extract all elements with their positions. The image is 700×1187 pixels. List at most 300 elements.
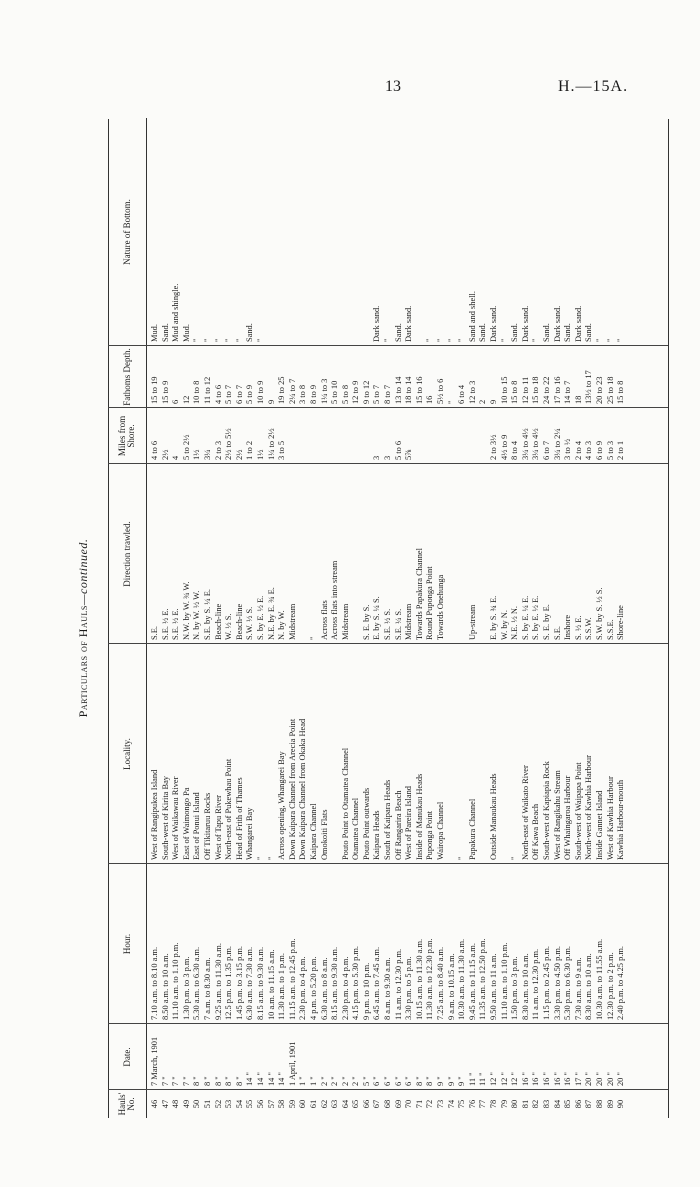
table-row (288, 118, 299, 1118)
locality-cell: Off Kawa Beach (531, 803, 541, 860)
miles-cell: 4 to 6 (150, 440, 159, 460)
miles-cell: 2 to 3½ (489, 434, 498, 460)
bottom-cell: Dark sand. (520, 305, 530, 342)
hour-cell: 11.35 a.m. to 12.50 p.m. (478, 938, 488, 1020)
haul-number: 52 (213, 1099, 223, 1109)
haul-number: 61 (308, 1099, 318, 1109)
locality-cell: " (266, 856, 276, 860)
haul-number: 86 (573, 1099, 583, 1109)
locality-cell: East of Ponui Island (192, 792, 202, 860)
miles-cell: 6 to 9 (594, 440, 604, 460)
bottom-cell: Dark sand. (404, 305, 414, 342)
depth-cell: 3 to 8 (298, 384, 308, 404)
date-cell: 8 " (224, 1076, 234, 1086)
direction-cell: Across flats into stream (330, 560, 340, 640)
miles-cell: 5 to 6 (393, 440, 403, 460)
bottom-cell: Sand. (510, 323, 520, 342)
miles-cell: 5⅞ (404, 449, 414, 460)
direction-cell: S. ½ E. (573, 615, 583, 640)
table-row (330, 118, 341, 1118)
haul-number: 49 (181, 1099, 191, 1109)
locality-cell: East of Waimongo Pa (181, 787, 191, 860)
locality-cell: Kaipara Channel (308, 803, 318, 860)
miles-cell: 2½ (234, 449, 244, 460)
direction-cell: S. by E. ¼ E. (520, 595, 530, 640)
haul-number: 69 (393, 1099, 403, 1109)
bottom-cell: Sand. (563, 323, 573, 342)
direction-cell: S. by E. ½ E. (531, 595, 541, 640)
table-row (404, 118, 415, 1118)
hour-cell: 11.10 a.m. to 1.10 p.m. (499, 942, 509, 1020)
locality-cell: Pouto Point outwards (361, 787, 371, 860)
hour-cell: 10 a.m. to 11.15 a.m. (266, 949, 276, 1020)
date-cell: 9 " (446, 1076, 456, 1086)
date-cell: 12 " (510, 1072, 520, 1086)
haul-number: 58 (277, 1099, 287, 1109)
depth-cell: 15 to 8 (510, 380, 520, 404)
table-body (150, 118, 627, 1118)
hour-cell: 8.15 a.m. to 9.30 a.m. (330, 946, 340, 1020)
table-row (574, 118, 585, 1118)
locality-cell: Wairopa Channel (436, 801, 446, 860)
table-row (521, 118, 532, 1118)
bottom-cell: Dark sand. (573, 305, 583, 342)
hour-cell: 8 a.m. to 9.30 a.m. (383, 957, 393, 1020)
miles-cell: 1¼ to 2½ (266, 428, 276, 460)
bottom-cell: " (383, 338, 393, 342)
table-row (394, 118, 405, 1118)
table-row (584, 118, 595, 1118)
hour-cell: 11.15 a.m. to 12.45 p.m. (287, 938, 297, 1020)
locality-cell: Off Tikitaruu Rocks (202, 792, 212, 860)
bottom-cell: Dark sand. (489, 305, 498, 342)
hour-cell: 8.30 a.m. to 10 a.m. (520, 953, 530, 1020)
bottom-cell: " (594, 338, 604, 342)
table-row (171, 118, 182, 1118)
depth-cell: 5 to 7 (224, 384, 234, 404)
hour-cell: 11 a.m. to 12.30 p.m. (531, 948, 541, 1020)
date-cell: 1 " (308, 1076, 318, 1086)
date-cell: 20 " (584, 1072, 594, 1086)
table-title-main: Particulars of Hauls (76, 605, 90, 718)
table-row (531, 118, 542, 1118)
direction-cell: Midstream (287, 603, 297, 640)
locality-cell: Otamatea Channel (351, 797, 361, 860)
bottom-cell: Sand. (541, 323, 551, 342)
bottom-cell: " (234, 338, 244, 342)
depth-cell: 9 (489, 399, 498, 404)
hour-cell: 9.50 a.m. to 11 a.m. (489, 953, 498, 1020)
bottom-cell: Dark sand. (372, 305, 382, 342)
depth-cell: 10 to 15 (499, 376, 509, 404)
hour-cell: 12.5 p.m. to 1.35 p.m. (224, 946, 234, 1020)
locality-cell: West of Tapu River (213, 795, 223, 860)
col-header-hour: Hour. (108, 864, 147, 1024)
haul-number: 46 (150, 1099, 159, 1109)
table-row (383, 118, 394, 1118)
date-cell: 8 " (192, 1076, 202, 1086)
hour-cell: 10.30 a.m. to 11.55 a.m. (594, 938, 604, 1020)
haul-number: 72 (425, 1099, 435, 1109)
table-row (277, 118, 288, 1118)
hour-cell: 12.30 p.m. to 2 p.m. (605, 952, 615, 1020)
hour-cell: 7.10 a.m. to 8.10 a.m. (150, 946, 159, 1020)
date-cell: 6 " (404, 1076, 414, 1086)
bottom-cell: Sand and shell. (467, 291, 477, 342)
haul-number: 62 (319, 1099, 329, 1109)
direction-cell: N.E. ½ N. (510, 606, 520, 640)
haul-number: 65 (351, 1099, 361, 1109)
locality-cell: Pouto Point to Otamatea Channel (340, 747, 350, 860)
locality-cell: Kaipara Heads (372, 810, 382, 860)
haul-number: 70 (404, 1099, 414, 1109)
date-cell: 7 " (181, 1076, 191, 1086)
direction-cell: S.S.E. (605, 619, 615, 640)
haul-number: 50 (192, 1099, 202, 1109)
depth-cell: 6 to 4 (457, 384, 467, 404)
depth-cell: 8 to 7 (383, 384, 393, 404)
date-cell: 7 March, 1901 (150, 1036, 159, 1086)
date-cell: 16 " (531, 1072, 541, 1086)
locality-cell: Puponga Point (425, 810, 435, 860)
haul-number: 63 (330, 1099, 340, 1109)
hour-cell: 2.30 p.m. to 4 p.m. (340, 956, 350, 1020)
hour-cell: 8.50 a.m. to 10 a.m. (160, 953, 170, 1020)
locality-cell: North-west of Kawhia Harbour (584, 755, 594, 860)
direction-cell: N. by W. (277, 610, 287, 640)
depth-cell: 24 to 22 (541, 376, 551, 404)
col-header-bottom: Nature of Bottom. (108, 118, 147, 346)
date-cell: 9 " (457, 1076, 467, 1086)
direction-cell: S. E. by E. (541, 604, 551, 640)
haul-number: 51 (202, 1099, 212, 1109)
miles-cell: 3¼ (202, 449, 212, 460)
hour-cell: 9.25 a.m. to 11.30 a.m. (213, 943, 223, 1020)
bottom-cell: " (446, 338, 456, 342)
date-cell: 11 " (467, 1072, 477, 1086)
depth-cell: 12 to 3 (467, 380, 477, 404)
table-row (478, 118, 489, 1118)
bottom-cell: Sand. (160, 323, 170, 342)
depth-cell: 1¼ to 3 (319, 378, 329, 404)
bottom-cell: " (499, 338, 509, 342)
miles-cell: 6 to 7 (541, 440, 551, 460)
haul-number: 79 (499, 1099, 509, 1109)
locality-cell: Off Whaingaroa Harbour (563, 775, 573, 860)
table-row (436, 118, 447, 1118)
bottom-cell: Mud. (150, 324, 159, 342)
locality-cell: Omokoiti Flats (319, 809, 329, 860)
date-cell: 14 " (277, 1072, 287, 1086)
table-row (447, 118, 458, 1118)
miles-cell: 5 to 3 (605, 440, 615, 460)
locality-cell: Outside Manaukau Heads (489, 773, 498, 860)
haul-number: 54 (234, 1099, 244, 1109)
hour-cell: 2.40 p.m. to 4.25 p.m. (616, 946, 626, 1020)
table-row (563, 118, 574, 1118)
locality-cell: Papakura Channel (467, 798, 477, 860)
date-cell: 8 " (234, 1076, 244, 1086)
hour-cell: 6.45 a.m. to 7.45 a.m. (372, 946, 382, 1020)
miles-cell: 1½ (255, 449, 265, 460)
direction-cell: Beach-line (234, 603, 244, 640)
direction-cell: N.E. by E. ¾ E. (266, 587, 276, 640)
date-cell: 7 " (160, 1076, 170, 1086)
hour-cell: 1.30 p.m. to 3 p.m. (181, 956, 191, 1020)
table-title-suffix: —continued. (76, 538, 90, 606)
depth-cell: 13½ to 17 (584, 370, 594, 404)
haul-number: 53 (224, 1099, 234, 1109)
hour-cell: 5.30 a.m. to 6.30 a.m. (192, 946, 202, 1020)
table-row (415, 118, 426, 1118)
col-header-depth: Fathoms Depth. (108, 346, 147, 408)
hour-cell: 11.10 a.m. to 1.10 p.m. (171, 942, 181, 1020)
haul-number: 68 (383, 1099, 393, 1109)
date-cell: 2 " (330, 1076, 340, 1086)
col-header-locality: Locality. (108, 644, 147, 864)
date-cell: 5 " (361, 1076, 371, 1086)
miles-cell: 5 to 2½ (181, 434, 191, 460)
direction-cell: S. E. by S. (361, 604, 371, 640)
date-cell: 2 " (351, 1076, 361, 1086)
locality-cell: South-west of Kirita Bay (160, 776, 170, 860)
locality-cell: West of Rangikahu Stream (552, 770, 562, 860)
haul-number: 84 (552, 1099, 562, 1109)
bottom-cell: Sand. (584, 323, 594, 342)
hour-cell: 1.15 p.m. to 2.45 p.m. (541, 946, 551, 1020)
hour-cell: 9.45 a.m. to 11.15 a.m. (467, 943, 477, 1020)
hour-cell: 3.30 p.m. to 4.50 p.m. (552, 946, 562, 1020)
hour-cell: 10.30 a.m. to 11.30 a.m. (457, 938, 467, 1020)
haul-number: 77 (478, 1099, 488, 1109)
table-row (489, 118, 500, 1118)
depth-cell: 11 to 12 (202, 376, 212, 404)
locality-cell: " (255, 856, 265, 860)
direction-cell: Round Puponga Point (425, 566, 435, 640)
direction-cell: S.W. by S. ½ S. (594, 587, 604, 640)
table-row (320, 118, 331, 1118)
table-row (425, 118, 436, 1118)
depth-cell: 5 to 7 (372, 384, 382, 404)
date-cell: 16 " (563, 1072, 573, 1086)
miles-cell: 4 (171, 455, 181, 460)
table-row (468, 118, 479, 1118)
hour-cell: 1.45 p.m. to 3.15 p.m. (234, 946, 244, 1020)
table-row (372, 118, 383, 1118)
haul-number: 73 (436, 1099, 446, 1109)
direction-cell: S.E. ½ E. (171, 608, 181, 640)
hour-cell: 6.30 a.m. to 7.30 a.m. (245, 946, 255, 1020)
depth-cell: 4 to 6 (213, 384, 223, 404)
table-row (341, 118, 352, 1118)
hour-cell: 8.15 a.m. to 9.30 a.m. (255, 946, 265, 1020)
direction-cell: Midstream (404, 603, 414, 640)
hour-cell: 6.30 a.m. to 8 a.m. (319, 957, 329, 1020)
table-row (510, 118, 521, 1118)
bottom-cell: Sand. (245, 323, 255, 342)
haul-number: 80 (510, 1099, 520, 1109)
date-cell: 17 " (573, 1072, 583, 1086)
bottom-cell: " (213, 338, 223, 342)
date-cell: 14 " (266, 1072, 276, 1086)
direction-cell: Towards Onehunga (436, 574, 446, 640)
depth-cell: 15 to 18 (531, 376, 541, 404)
bottom-cell: Mud and shingle. (171, 283, 181, 342)
locality-cell: " (457, 856, 467, 860)
table-row (214, 118, 225, 1118)
table-row (161, 118, 172, 1118)
table-row (267, 118, 278, 1118)
table-title (76, 138, 91, 1118)
depth-cell: 12 (181, 395, 191, 404)
haul-number: 89 (605, 1099, 615, 1109)
date-cell: 20 " (616, 1072, 626, 1086)
haul-number: 74 (446, 1099, 456, 1109)
direction-cell: N. by W. ½ W. (192, 590, 202, 640)
locality-cell: West of Pareira Island (404, 786, 414, 860)
depth-cell: 14 to 7 (563, 380, 573, 404)
depth-cell: 6 (171, 399, 181, 404)
locality-cell: South-west of Waipapa Point (573, 762, 583, 860)
col-header-haul-no: Hauls' No. (108, 1090, 147, 1118)
date-cell: 8 " (414, 1076, 424, 1086)
col-header-direction: Direction trawled. (108, 464, 147, 644)
hour-cell: 7 a.m. to 8.30 a.m. (202, 957, 212, 1020)
depth-cell: 9 (266, 399, 276, 404)
haul-number: 60 (298, 1099, 308, 1109)
miles-cell: 8 to 4 (510, 440, 520, 460)
locality-cell: Down Kaipara Channel from Arecia Point (287, 718, 297, 860)
date-cell: 8 " (425, 1076, 435, 1086)
table-row (182, 118, 193, 1118)
hour-cell: 7.30 a.m. to 9 a.m. (573, 957, 583, 1020)
locality-cell: Inside of Manukau Heads (414, 773, 424, 860)
direction-cell: Towards Papakura Channel (414, 548, 424, 640)
date-cell: 16 " (541, 1072, 551, 1086)
haul-number: 76 (467, 1099, 477, 1109)
miles-cell: 1 to 2 (245, 440, 255, 460)
locality-cell: " (510, 856, 520, 860)
bottom-cell: " (255, 338, 265, 342)
bottom-cell: Sand. (393, 323, 403, 342)
depth-cell: 17 to 16 (552, 376, 562, 404)
depth-cell: 5 to 8 (340, 384, 350, 404)
depth-cell: 8 to 9 (308, 384, 318, 404)
haul-number: 78 (489, 1099, 498, 1109)
date-cell: 9 " (436, 1076, 446, 1086)
hour-cell: 7.25 a.m. to 8.40 a.m. (436, 946, 446, 1020)
haul-number: 75 (457, 1099, 467, 1109)
miles-cell: 3 (372, 455, 382, 460)
direction-cell: S.S.W. (584, 617, 594, 640)
table-row (235, 118, 246, 1118)
direction-cell: E. by S. ¾ E. (489, 595, 498, 640)
date-cell: 11 " (478, 1072, 488, 1086)
date-cell: 6 " (383, 1076, 393, 1086)
table-row (192, 118, 203, 1118)
haul-number: 88 (594, 1099, 604, 1109)
direction-cell: S.W. ½ S. (245, 606, 255, 640)
depth-cell: 10 to 8 (192, 380, 202, 404)
bottom-cell: " (224, 338, 234, 342)
depth-cell: 9 to 12 (361, 380, 371, 404)
depth-cell: 25 to 18 (605, 376, 615, 404)
direction-cell: S.E. ½ S. (383, 608, 393, 640)
hour-cell: 4 p.m. to 5.20 p.m. (308, 956, 318, 1020)
depth-cell: 12 to 11 (520, 376, 530, 404)
haul-number: 59 (287, 1099, 297, 1109)
col-header-date: Date. (108, 1024, 147, 1090)
table-row (298, 118, 309, 1118)
locality-cell: South-west of Kapiapia Rock (541, 761, 551, 860)
date-cell: 20 " (594, 1072, 604, 1086)
hour-cell: 5.30 p.m. to 6.30 p.m. (563, 946, 573, 1020)
hauls-table (108, 118, 668, 1118)
date-cell: 12 " (489, 1072, 498, 1086)
depth-cell: 20 to 23 (594, 376, 604, 404)
haul-number: 81 (520, 1099, 530, 1109)
locality-cell: Off Rangarira Beach (393, 790, 403, 860)
bottom-cell: Mud. (181, 324, 191, 342)
depth-cell: 18 (573, 395, 583, 404)
table-row (606, 118, 617, 1118)
table-row (553, 118, 564, 1118)
date-cell: 6 " (393, 1076, 403, 1086)
table-row (224, 118, 235, 1118)
date-cell: 1 April, 1901 (287, 1041, 297, 1086)
document-reference: H.—15A. (558, 78, 629, 95)
depth-cell: 5½ to 6 (436, 378, 446, 404)
direction-cell: " (308, 636, 318, 640)
haul-number: 85 (563, 1099, 573, 1109)
haul-number: 67 (372, 1099, 382, 1109)
hour-cell: 9 a.m. to 10.15 a.m. (446, 953, 456, 1020)
locality-cell: North-east of Pukewhau Point (224, 758, 234, 860)
hour-cell: 4.15 p.m. to 5.30 p.m. (351, 946, 361, 1020)
hour-cell: 2.30 p.m. to 4 p.m. (298, 956, 308, 1020)
haul-number: 66 (361, 1099, 371, 1109)
direction-cell: W. by N. (499, 610, 509, 640)
haul-number: 47 (160, 1099, 170, 1109)
table-row (351, 118, 362, 1118)
miles-cell: 2 to 3 (213, 440, 223, 460)
locality-cell: West of Rangipukea Island (150, 769, 159, 860)
bottom-cell: Dark sand. (552, 305, 562, 342)
haul-number: 64 (340, 1099, 350, 1109)
depth-cell: 15 to 9 (160, 380, 170, 404)
hour-cell: 9 p.m. to 10 p.m. (361, 962, 371, 1020)
date-cell: 16 " (552, 1072, 562, 1086)
direction-cell: S.E. (150, 626, 159, 640)
depth-cell: 18 to 14 (404, 376, 414, 404)
table-row (150, 118, 161, 1118)
direction-cell: N.W. by W. ¾ W. (181, 581, 191, 640)
haul-number: 48 (171, 1099, 181, 1109)
depth-cell: 12 to 9 (351, 380, 361, 404)
date-cell: 2 " (340, 1076, 350, 1086)
depth-cell: " (446, 400, 456, 404)
direction-cell: Midstream (340, 603, 350, 640)
table-row (256, 118, 267, 1118)
date-cell: 2 " (319, 1076, 329, 1086)
date-cell: 16 " (520, 1072, 530, 1086)
direction-cell: S.E. by S. ¼ E. (202, 589, 212, 640)
table-row (616, 118, 627, 1118)
bottom-cell: " (192, 338, 202, 342)
depth-cell: 5 to 10 (330, 380, 340, 404)
miles-cell: 3¼ to 4½ (520, 428, 530, 460)
direction-cell: Up-stream (467, 604, 477, 640)
